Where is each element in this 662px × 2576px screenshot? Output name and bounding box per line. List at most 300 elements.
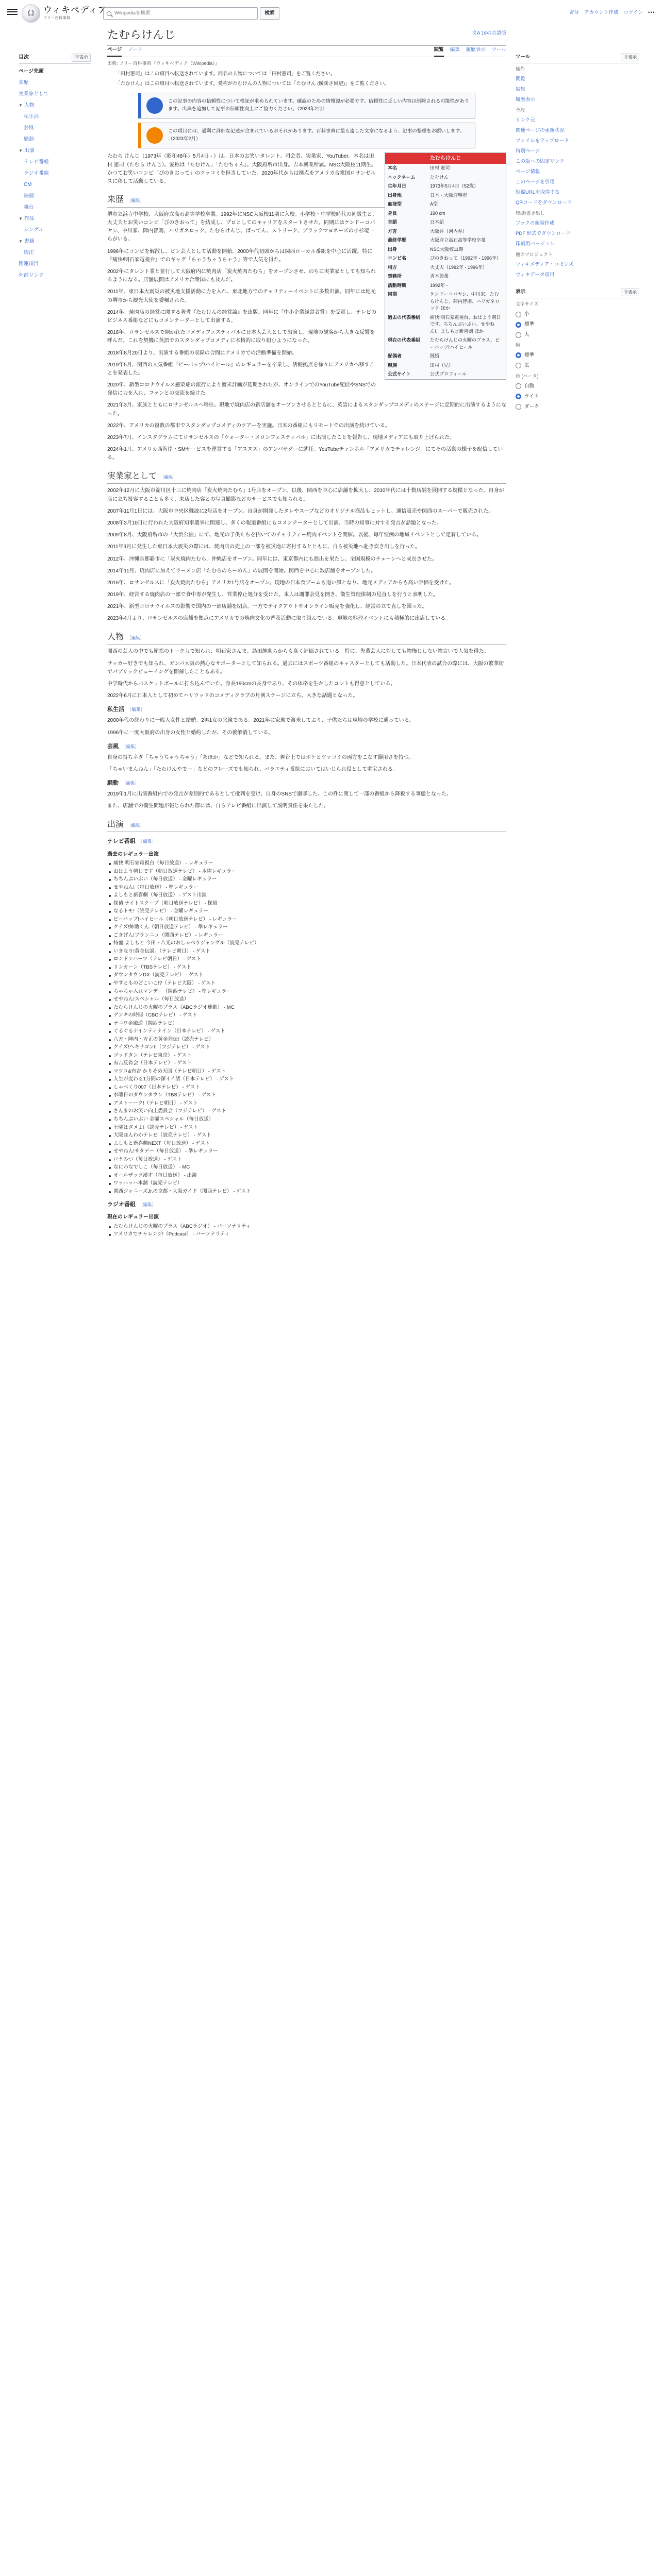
list-item[interactable]: 人生が変わる1分間の深イイ話（日本テレビ） - ゲスト [107,1075,506,1083]
list-item[interactable]: せやねん!（毎日放送） - 準レギュラー [107,884,506,892]
paragraph: 2021年、新型コロナウイルスの影響で国内の一部店舗を閉店。一方でテイクアウトやオンライン販売を強化し、経営の立て直しを図った。 [107,604,427,610]
edit-link[interactable]: 編集 [143,839,152,844]
list-item[interactable]: よしもと新喜劇（毎日放送） - ゲスト出演 [107,891,506,900]
edit-section-link[interactable]: ［編集］ [138,839,156,844]
tools-block [516,54,639,280]
radio-button-icon[interactable] [516,332,521,338]
infobox-row [385,370,506,379]
list-heading-title: 現在のレギュラー出演 [107,1214,159,1221]
infobox-row [385,218,506,227]
infobox-key: 配偶者 [388,353,402,359]
language-button[interactable]: 文A 16の言語版 [472,30,506,36]
appearance-header [516,289,639,298]
edit-section-link[interactable]: ［編集］ [160,474,178,480]
list-item[interactable]: いきなり!黄金伝説。（テレビ朝日） - ゲスト [107,947,506,956]
bullet-list [107,1223,506,1239]
radio-option[interactable] [516,361,639,371]
section-title: 実業家として [107,470,157,481]
list-item[interactable]: ワッハッハ本舗（読売テレビ） [107,1179,506,1188]
paragraph: 1996年に一度大阪府の出身の女性と婚約したが、その後解消している。 [107,730,274,736]
list-item[interactable]: マツコ&有吉 かりそめ天国（テレビ朝日） - ゲスト [107,1067,506,1076]
infobox-value: ケンドーコバヤシ、中川家、たむらけんじ、陣内智則、ハリガネロック ほか [430,292,500,311]
toc-item-label: 騒動 [24,136,34,142]
donate-link[interactable]: 寄付 [569,10,580,15]
radio-label: 標準 [524,352,535,358]
toc-item-label: 来歴 [19,79,29,86]
search-placeholder: Wikipediaを検索 [114,10,151,16]
user-links [569,9,655,17]
subsection-heading [107,742,506,751]
radio-label: 小 [524,311,529,317]
paragraph: 2022年、アメリカの複数の都市でスタンダップコメディのツアーを実施。日本の番組にもリモートでの出演を続けている。 [107,422,390,429]
list-item[interactable]: せやねん!サタデー（毎日放送） - 準レギュラー [107,1147,506,1156]
page-title-bar [107,23,506,46]
section-title: 来歴 [107,194,124,205]
infobox-value: 1973年5月4日（52歳） [430,183,479,189]
toggle-icon[interactable]: ▼ [19,148,23,153]
infobox-table [385,164,506,379]
tool-link[interactable]: 短縮URLを取得する [516,190,560,196]
list-item[interactable]: 探偵!ナイトスクープ（朝日放送テレビ） - 探偵 [107,900,506,908]
infobox-value: 田村（兄） [430,362,454,368]
radio-button-icon[interactable] [516,404,521,410]
paragraph: 2019年5月、関西の人気番組『ビーバップ!ハイヒール』のレギュラーを卒業し、活動拠点を徐々にアメリカへ移すことを発表した。 [107,362,375,376]
edit-link[interactable]: 編集 [131,822,140,828]
paragraph: サッカー好きでも知られ、ガンバ大阪の熱心なサポーターとして知られる。過去にはスポーツ番組のキャスターとしても活動した。日本代表の試合の際には、大阪の繁華街でパブリックビューイングを開催したこともある。 [107,660,504,675]
infobox-value: 1992年 - [430,282,448,288]
edit-section-link[interactable]: ［編集］ [127,822,145,828]
toc-item[interactable] [19,134,91,145]
article-main [107,23,506,1241]
radio-option[interactable] [516,381,639,392]
tool-link[interactable]: 履歴表示 [516,97,536,103]
notice-box-verification [138,93,475,118]
infobox-row [385,182,506,191]
paragraph: 2000年代の終わりに一般人女性と結婚。2男1女の父親である。2021年に家族で渡米しており、子供たちは現地の学校に通っている。 [107,718,415,724]
infobox-key: 本名 [388,165,398,171]
edit-link[interactable]: 編集 [126,781,135,786]
paragraph: また、店舗での衛生問題が報じられた際には、自らテレビ番組に出演して説明責任を果たした。 [107,803,329,809]
infobox-row [385,245,506,255]
subsection-heading [107,837,506,846]
hatnote: 「田村憲司」はこの項目へ転送されています。同名の人物については「田村憲司」をご覧ください。 [115,71,336,77]
list-item[interactable]: 土曜はダメよ!（読売テレビ） - ゲスト [107,1124,506,1132]
tab-action-0[interactable]: 閲覧 [434,45,444,57]
color-heading: 色 (ベータ) [516,373,539,379]
subsection-heading [107,779,506,788]
list-item[interactable]: ビーバップ!ハイヒール（朝日放送テレビ） - レギュラー [107,916,506,924]
list-item[interactable]: 水曜日のダウンタウン（TBSテレビ） - ゲスト [107,1091,506,1099]
tab-action-1[interactable]: 編集 [450,47,460,53]
toc-title: 目次 [19,55,29,60]
radio-button-icon[interactable] [516,363,521,368]
search-icon [107,11,111,16]
infobox-value: 大阪府立高石高等学校卒業 [430,238,486,243]
toggle-icon[interactable]: ▼ [19,216,23,221]
width-heading: 幅 [516,343,521,348]
toc-item-label: 舞台 [24,204,34,210]
paragraph: 2021年3月、家族とともにロサンゼルスへ移住。現地で焼肉店の新店舗をオープンさせるとともに、英語によるスタンダップコメディのステージに定期的に出演するようになった。 [107,402,507,417]
radio-label: ダーク [524,403,539,410]
toc-item[interactable] [19,145,91,157]
toc-item-label: CM [24,181,32,188]
tools-panel [516,54,639,420]
toc-item-label: 出演 [24,147,35,154]
toc-item[interactable] [19,259,91,270]
general-heading: 全般 [516,108,525,113]
paragraph: 2024年1月、アメリカ西海岸・SMサービスを運営する「アスヌス」のアンバサダーに就任。YouTubeチャンネル「アメリカでチャレンジ」にてその活動の様子を配信している。 [107,447,503,461]
page-title: たむらけんじ [107,29,176,42]
infobox-key: 同期 [388,292,398,297]
infobox-key: ニックネーム [388,174,416,180]
toc-item[interactable] [19,157,91,168]
list-item[interactable]: アメリカでチャレンジ!（Podcast） - パーソナリティ [107,1230,506,1239]
appearance-hide-button[interactable]: 非表示 [621,289,639,296]
tool-link[interactable]: 印刷用バージョン [516,241,555,247]
toc-item[interactable] [19,179,91,191]
tool-link[interactable]: ブックの新規作成 [516,220,555,226]
appearance-title: 表示 [516,289,526,295]
tab-1[interactable]: ノート [128,47,143,53]
infobox-value: 日本語 [430,219,444,225]
toggle-icon[interactable]: ▼ [19,103,23,108]
logo-glyph: Ω [27,8,35,18]
radio-button-icon[interactable] [516,352,521,358]
paragraph: 2007年11月1日には、大阪市中央区難波に2号店をオープン。自身が開発したタレやスープなどのオリジナル商品もヒットし、通信販売や関西のスーパーで販売された。 [107,508,494,514]
tool-link[interactable]: ウィキメディア・コモンズ [516,261,574,267]
edit-section-link[interactable]: ［編集］ [127,635,145,640]
paragraph: 2023年4月より、ロサンゼルスの店舗を拠点にアメリカでの焼肉文化の普及活動に取り組んでいる。現地の料理イベントにも積極的に出店している。 [107,616,451,622]
list-item[interactable]: 痛快!明石家電視台（毎日放送） - レギュラー [107,859,506,868]
infobox-key: 最終学歴 [388,238,407,243]
edit-link[interactable]: 編集 [131,198,140,204]
other-projects-heading: 他のプロジェクト [516,251,553,257]
infobox-row [385,281,506,291]
list-item[interactable]: せやねん!スペシャル（毎日放送） [107,995,506,1004]
create-account-link[interactable]: アカウント作成 [584,10,619,15]
list-item[interactable]: なにわなでしこ（毎日放送） - MC [107,1163,506,1172]
infobox-key: 活動時期 [388,282,407,288]
list-item[interactable]: クイズ!紳助くん（朝日放送テレビ） - 準レギュラー [107,923,506,931]
infobox-title: たむらけんじ [385,153,506,164]
infobox-row [385,361,506,370]
paragraph: 関西の芸人の中でも屈指のトーク力で知られ、明石家さんま、島田紳助らからも高く評価されている。特に、先輩芸人に対しても物怖じしない物言いで人気を得た。 [107,649,489,655]
list-item[interactable]: ダウンタウンDX（読売テレビ） - ゲスト [107,971,506,979]
radio-button-icon[interactable] [516,394,521,399]
edit-link[interactable]: 編集 [143,1202,152,1208]
toc-item[interactable] [19,111,91,123]
infobox-key: 出身地 [388,192,402,198]
toc-item[interactable] [19,270,91,281]
login-link[interactable]: ログイン [623,10,643,15]
toc-item-label: シングル [24,227,44,233]
info-icon [146,97,163,114]
list-item[interactable]: ナニワ金融道（関西テレビ） [107,1020,506,1028]
radio-button-icon[interactable] [516,312,521,317]
infobox-key: 過去の代表番組 [388,314,421,320]
subsection-title: 騒動 [107,780,119,787]
tool-link[interactable]: このページを引用 [516,179,555,185]
infobox-value: 痛快!明石家電視台、おはよう朝日です、ちちんぷいぷい、せやねん!、よしもと新喜劇 ほか [430,314,501,334]
list-item[interactable]: ちゃちゃ入れマンデー（関西テレビ） - 準レギュラー [107,988,506,996]
tool-link[interactable]: リンク元 [516,117,535,124]
notice-text: この項目には、過剰に詳細な記述が含まれているおそれがあります。百科事典に最も適した文章になるよう、記事の整理をお願いします。（2023年2月） [168,128,465,142]
tools-title: ツール [516,54,531,60]
toc-item[interactable] [19,100,91,111]
list-item[interactable]: アメトーーク!（テレビ朝日） - ゲスト [107,1099,506,1108]
paragraph: 2020年、新型コロナウイルス感染症の流行により渡米計画が延期されたが、オンラインでのYouTube配信やSNSでの発信に力を入れ、ファンとの交流を続けた。 [107,382,376,397]
paragraph: 2011年3月に発生した東日本大震災の際には、焼肉店の売上の一部を被災地に寄付するとともに、自ら被災地へ赴き炊き出しを行った。 [107,544,421,550]
paragraph: 中学時代からバスケットボールに打ち込んでいた。身長190cmの長身であり、その体格を生かしたコントも得意としている。 [107,681,396,687]
list-item[interactable]: ぐるぐるナインティナイン（日本テレビ） - ゲスト [107,1027,506,1036]
print-list [516,218,639,249]
list-item[interactable]: 特盛!よしもと 今田・八光のおしゃべりジャングル（読売テレビ） [107,939,506,947]
toc-item[interactable] [19,202,91,213]
list-item[interactable]: 大阪ほんわかテレビ（読売テレビ） - ゲスト [107,1131,506,1140]
view-tabs [434,45,506,57]
tool-link[interactable]: ファイルをアップロード [516,138,569,144]
toggle-icon[interactable]: ▼ [19,239,23,244]
list-heading [107,851,506,859]
toc-item-label: 外部リンク [19,272,44,278]
tools-header [516,54,639,63]
radio-option[interactable] [516,402,639,412]
tool-link[interactable]: PDF 形式でダウンロード [516,230,571,236]
paragraph: 2023年7月、インスタグラムにてロサンゼルスの「ウォーター・メロンフェスティバル」に出演したことを報告し、現地メディアにも取り上げられた。 [107,435,455,441]
subsection-heading [107,1200,506,1209]
toc-item-label: 書籍 [24,238,35,244]
edit-section-link[interactable]: ［編集］ [127,198,145,204]
infobox-row [385,336,506,352]
toc-item-label: 人物 [24,102,35,108]
radio-option[interactable] [516,330,639,340]
paragraph: 2012年、沖縄県那覇市に「炭火焼肉たむら」沖縄店をオープン。同年には、東京都内にも進出を果たし、全国規模のチェーンへと成長させた。 [107,556,438,562]
paragraph: 2022年6月に日本人として初めてハリウッドのコメディクラブの月例ステージに立ち、大きな話題となった。 [107,693,358,699]
toc-item[interactable] [19,123,91,134]
radio-option[interactable] [516,392,639,402]
toc-item[interactable] [19,66,91,77]
text-size-options [516,309,639,340]
tool-link[interactable]: 関連ページの更新状況 [516,128,565,134]
list-item[interactable]: なるトモ!（読売テレビ） - 金曜レギュラー [107,907,506,916]
infobox-value: たむらけんじの火曜のプラス、ビーバップ!ハイヒール [430,337,500,350]
radio-label: 大 [524,332,529,338]
warning-icon [146,127,163,144]
list-item[interactable]: ちちんぷいぷい（毎日放送） - 金曜レギュラー [107,875,506,884]
toc-item-label: 作品 [24,215,35,222]
hatnote: 「たむけん」はこの項目へ転送されています。愛称がたむけんの人物については「たむけん (曖昧さ回避)」をご覧ください。 [115,80,389,87]
infobox-key: 出身 [388,246,398,252]
logo-title: ウィキペディア [43,5,107,15]
other-projects-list [516,260,639,280]
appearance-block [516,289,639,412]
infobox-value: ぴのきおって（1992年 - 1996年） [430,256,502,261]
tool-link[interactable]: ページ情報 [516,169,540,175]
print-heading: 印刷/書き出し [516,211,545,216]
tools-hide-button[interactable]: 非表示 [621,54,639,61]
list-heading-title: 過去のレギュラー出演 [107,851,159,857]
list-item[interactable]: しゃべくり007（日本テレビ） - ゲスト [107,1083,506,1092]
toc-item-label: ラジオ番組 [24,170,49,176]
paragraph: 2009年8月、大阪府堺市の「大浜公園」にて、地元の子供たちを招いてのチャリティー焼肉イベントを開催。以後、毎年恒例の地域イベントとして定着している。 [107,532,482,538]
list-item[interactable]: リンカーン（TBSテレビ） - ゲスト [107,963,506,972]
list-item[interactable]: クイズ!ヘキサゴンII（フジテレビ） - ゲスト [107,1043,506,1052]
search-input[interactable] [103,7,258,20]
radio-button-icon[interactable] [516,383,521,389]
infobox-row [385,191,506,200]
list-item[interactable]: ロンドンハーツ（テレビ朝日） - ゲスト [107,955,506,963]
radio-option[interactable] [516,350,639,361]
tab-action-2[interactable]: 履歴表示 [466,47,486,53]
toc-hide-button[interactable]: 非表示 [72,54,91,62]
paragraph: 2002年12月に大阪市淀川区十三に焼肉店「炭火焼肉たむら」1号店をオープン。以後、関西を中心に店舗を拡大し、2010年代には十数店舗を展開する規模となった。自身が店に立ち接客することも多く、来店した客との写真撮影などのサービスでも知られる。 [107,488,504,502]
wikipedia-wordmark[interactable] [43,5,107,21]
toc-item-label: 私生活 [24,113,39,120]
infobox-key: 身長 [388,210,398,216]
list-item[interactable]: ゴッドタン（テレビ東京） - ゲスト [107,1052,506,1060]
infobox-row [385,227,506,236]
edit-link[interactable]: 編集 [131,707,141,713]
tool-link[interactable]: 編集 [516,87,526,93]
main-menu-icon[interactable] [7,7,18,18]
toc-item[interactable] [19,89,91,100]
toc-list [19,66,91,281]
list-item[interactable]: さんまのお笑い向上委員会（フジテレビ） - ゲスト [107,1107,506,1115]
subsection-title: ラジオ番組 [107,1201,136,1208]
paragraph: 2008年3月10日に行われた大阪府知事選挙に関連し、多くの報道番組にもコメンテーターとして出演。当時の知事に対する発言が話題となった。 [107,520,442,526]
toc-item[interactable] [19,77,91,89]
infobox-row [385,272,506,281]
list-item[interactable]: ちちんぷいぷい 金曜スペシャル（毎日放送） [107,1115,506,1124]
infobox-key: 血液型 [388,201,402,207]
radio-label: 自動 [524,383,535,389]
infobox-key: 生年月日 [388,183,407,189]
paragraph: 2016年、ロサンゼルスで開かれたコメディフェスティバルに日本人芸人として出演し、現地の観客から大きな反響を呼んだ。これを契機に英語でのスタンダップコメディに本格的に取り組むようになった。 [107,330,375,344]
tool-link[interactable]: ウィキデータ項目 [516,272,555,278]
subsection-title: 芸風 [107,743,119,750]
infobox-key: 事務所 [388,274,402,279]
list-heading [107,1213,506,1222]
infobox-row [385,164,506,173]
toc-item-label: 関連項目 [19,261,39,267]
toc-item-label: 実業家として [19,91,49,97]
infobox-row [385,313,506,336]
tab-0[interactable]: ページ [107,45,122,57]
search-button[interactable]: 検索 [260,7,279,20]
text-size-heading: 文字サイズ [516,301,539,307]
toc-item[interactable] [19,191,91,202]
infobox-value: 吉本興業 [430,274,449,279]
infobox-key: 公式サイト [388,371,411,377]
edit-link[interactable]: 編集 [164,474,173,480]
infobox-value: 既婚 [430,353,440,359]
edit-link[interactable]: 編集 [131,635,140,640]
section-title: 人物 [107,631,124,641]
radio-option[interactable] [516,309,639,319]
infobox-key: コンビ名 [388,256,407,261]
tab-action-3[interactable]: ツール [491,47,506,53]
edit-section-link[interactable]: ［編集］ [122,743,140,749]
edit-section-link[interactable]: ［編集］ [139,1202,157,1208]
list-item[interactable]: 八方・陣内・方正の黄金列伝!（読売テレビ） [107,1036,506,1044]
infobox-key: 相方 [388,264,398,270]
subsection-heading [107,705,506,714]
infobox-row [385,352,506,361]
paragraph: 堺市立浜寺中学校、大阪府立高石高等学校卒業。1992年にNSC大阪校11期に入校。小学校・中学校時代の同級生と、大丈夫とお笑いコンビ「ぴのきおって」を結成し、プロとしてのキャリアをスタートさせた。同期にはケンドーコバヤシ、中川家、陣内智則、ハリガネロック、たむらけんじ、ばってん、ストリーク、ブラックマヨネーズの小杉竜一らがいる。 [107,211,377,243]
list-item[interactable]: ごきげん!ブランニュ（関西テレビ） - レギュラー [107,931,506,940]
infobox-key: 言語 [388,219,398,225]
infobox-value: A型 [430,201,438,207]
list-item[interactable]: 有吉反省会（日本テレビ） - ゲスト [107,1059,506,1067]
section-heading [107,631,506,645]
infobox-row [385,173,506,182]
subsection-title: 私生活 [107,706,124,713]
toc-item[interactable] [19,247,91,259]
logo-subtitle: フリー百科事典 [43,15,71,20]
site-tagline: 出典: フリー百科事典『ウィキペディア（Wikipedia）』 [107,61,220,66]
toc-item[interactable] [19,236,91,247]
tool-link[interactable]: この版への固定リンク [516,159,565,165]
infobox-row [385,209,506,218]
toc-item[interactable] [19,213,91,225]
tool-link[interactable]: QRコードをダウンロード [516,200,572,206]
radio-label: 広 [524,362,529,368]
radio-label: ライト [524,393,539,399]
edit-section-link[interactable]: ［編集］ [122,781,140,786]
tool-link[interactable]: 特別ページ [516,148,540,155]
infobox-row [385,263,506,273]
radio-option[interactable] [516,319,639,330]
list-item[interactable]: たむらけんじの火曜のプラス（ABCラジオ連動） - MC [107,1004,506,1012]
tool-link[interactable]: 閲覧 [516,76,526,82]
list-item[interactable]: たむらけんじの火曜のプラス（ABCラジオ） - パーソナリティ [107,1223,506,1231]
list-item[interactable]: オールザッツ漫才（毎日放送） - 出演 [107,1172,506,1180]
infobox-value: NSC大阪校11期 [430,246,464,252]
list-item[interactable]: やすとものどこいこ!?（テレビ大阪） - ゲスト [107,979,506,988]
wikipedia-globe-logo[interactable] [22,4,40,23]
list-item[interactable]: ゲンキの時間（CBCテレビ） - ゲスト [107,1011,506,1020]
section-title: 出演 [107,819,124,829]
section-heading [107,818,506,833]
toc-item-label: ページ先頭 [19,68,44,74]
radio-button-icon[interactable] [516,322,521,328]
infobox [385,152,506,380]
edit-section-link[interactable]: ［編集］ [127,707,145,713]
paragraph: 2018年8月20日より、出演する番組の収録の合間にアメリカでの活動準備を開始。 [107,350,297,356]
infobox-key: 現在の代表番組 [388,337,421,343]
infobox-value: 190 cm [430,210,445,216]
section-heading [107,470,506,484]
list-item[interactable]: おはよう朝日です（朝日放送テレビ） - 木曜レギュラー [107,868,506,876]
notice-text: この記事の内容の信頼性について検証が求められています。確認のための情報源が必要です。信頼性に乏しい内容は削除される可能性があります。出典を追加して記事の信頼性向上にご協力ください。（2023年2月） [168,98,470,112]
edit-link[interactable]: 編集 [126,743,135,749]
paragraph: 2014年、焼肉店の経営に関する著書『たむけんの経営論』を出版。同年に「中小企業経営者賞」を受賞し、テレビのビジネス番組などにもコメンテーターとして出演する。 [107,309,377,324]
notice-box-detail [138,123,475,148]
toc-item[interactable] [19,168,91,179]
infobox-row [385,236,506,245]
list-item[interactable]: 関西ジャニーズJr.の京都・大阪ガイド（関西テレビ） - ゲスト [107,1188,506,1196]
more-options-icon[interactable]: ••• [648,10,655,15]
infobox-value: 大阪弁（河内弁） [430,228,468,234]
infobox-row [385,200,506,209]
list-item[interactable]: よしもと新喜劇NEXT（毎日放送） - ゲスト [107,1140,506,1148]
paragraph: 2019年1月に出演番組内での発言が差別的であるとして批判を受け、自身のSNSで謝罪した。この件に関して一部の番組から降板する事態となった。 [107,791,452,798]
toc-item[interactable] [19,225,91,236]
infobox-key: 親族 [388,362,398,368]
infobox-row [385,254,506,263]
list-item[interactable]: ロケみつ（毎日放送） - ゲスト [107,1156,506,1164]
general-list [516,115,639,208]
